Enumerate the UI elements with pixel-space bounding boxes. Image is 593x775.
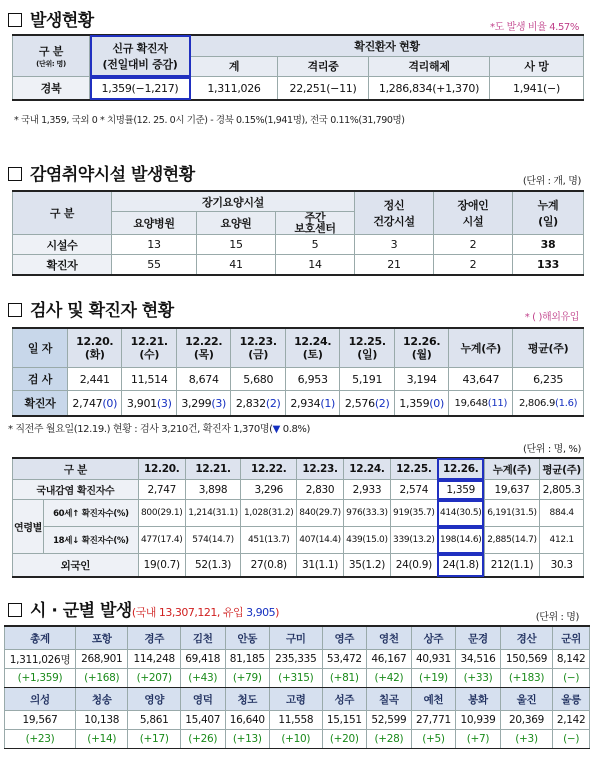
col-death: 사 망	[490, 56, 584, 77]
value: 2,832	[235, 396, 266, 410]
col-hospital: 요양병원	[112, 212, 197, 235]
city-delta-10: (+183)	[500, 669, 552, 688]
cell: 3,296	[241, 480, 297, 500]
city-name-3: 영덕	[180, 688, 225, 711]
city-name-8: 상주	[411, 626, 456, 650]
header-mental-2: 건강시설	[373, 215, 415, 228]
cell: 21	[355, 255, 434, 276]
city-delta-0: (+1,359)	[5, 669, 76, 688]
city-delta-11: (−)	[553, 669, 590, 688]
city-delta-6: (+20)	[322, 730, 367, 749]
city-total-11: 2,142	[553, 711, 590, 730]
city-total-7: 52,599	[367, 711, 412, 730]
weekday-label: (금)	[248, 348, 269, 361]
city-delta-9: (+33)	[456, 669, 501, 688]
city-name-4: 안동	[225, 626, 270, 650]
weekday-label: (토)	[302, 348, 323, 361]
col-total: 계	[191, 56, 278, 77]
cell: 133	[513, 255, 584, 276]
header-confirmed: 확진환자 현황	[191, 35, 584, 56]
city-delta-4: (+79)	[225, 669, 270, 688]
city-name-7: 영천	[367, 626, 412, 650]
cell	[449, 391, 513, 417]
col-daycare-2: 보호센터	[294, 222, 336, 235]
weekday-label: (월)	[411, 348, 432, 361]
date-1222	[176, 328, 230, 368]
cell: 27(0.8)	[241, 554, 297, 578]
date-1225	[340, 328, 394, 368]
cell	[68, 391, 122, 417]
col-daycare-1: 주간	[304, 211, 326, 224]
weekday-label: (일)	[357, 348, 378, 361]
cell: 2,933	[343, 480, 390, 500]
checkbox-square-icon	[8, 303, 22, 317]
cell: 212(1.1)	[484, 554, 540, 578]
cell	[285, 391, 339, 417]
cell: 55	[112, 255, 197, 276]
city-delta-6: (+81)	[322, 669, 367, 688]
date-1221	[122, 328, 176, 368]
city-total-10: 150,569	[500, 650, 552, 669]
cell: 1,214(31.1)	[185, 500, 241, 527]
cell: 2	[434, 255, 513, 276]
col-nursing-home: 요양원	[197, 212, 276, 235]
summary-mid: 유입	[219, 606, 247, 619]
cell: 2,574	[390, 480, 437, 500]
city-name-9: 봉화	[456, 688, 501, 711]
city-name-3: 김천	[180, 626, 225, 650]
cell: 198(14.6)	[437, 527, 484, 554]
cell-released: 1,286,834(+1,370)	[369, 77, 490, 101]
value: 3,901	[126, 396, 157, 410]
cell: 840(29.7)	[297, 500, 344, 527]
tests-unit: (단위 : 명, %)	[523, 444, 581, 455]
city-delta-10: (+3)	[500, 730, 552, 749]
header-unit-label: (단위: 명)	[36, 60, 66, 68]
overseas-value: (1)	[320, 396, 336, 410]
header-cum-1: 누계	[537, 199, 559, 212]
value: 1,359	[399, 396, 430, 410]
city-name-10: 울진	[500, 688, 552, 711]
date-highlight: 12.26.	[437, 458, 484, 480]
domestic-import-summary	[132, 606, 279, 619]
city-name-0: 의성	[5, 688, 76, 711]
header-gubun-label: 구 분	[38, 45, 64, 58]
row-facilities: 시설수	[13, 235, 112, 255]
cell: 11,514	[122, 368, 176, 391]
down-arrow-icon: ▼	[272, 424, 280, 435]
city-total-7: 46,167	[367, 650, 412, 669]
city-name-2: 경주	[128, 626, 180, 650]
city-name-5: 구미	[270, 626, 322, 650]
cell: 1,028(31.2)	[241, 500, 297, 527]
city-delta-11: (−)	[553, 730, 590, 749]
cell: 884.4	[540, 500, 584, 527]
cell: 13	[112, 235, 197, 255]
city-delta-2: (+17)	[128, 730, 180, 749]
occurrence-footnote: * 국내 1,359, 국외 0 * 치명률(12. 25. 0시 기준) - 경북 0.15%(1,941명), 전국 0.11%(31,790명)	[14, 115, 405, 126]
cell: 2	[434, 235, 513, 255]
header-disabled-1: 장애인	[457, 199, 489, 212]
overseas-value: (0)	[102, 396, 118, 410]
cell: 19,637	[484, 480, 540, 500]
cell: 6,191(31.5)	[484, 500, 540, 527]
header-gubun: 구 분	[13, 191, 112, 235]
weekday-label: (수)	[139, 348, 160, 361]
header-gubun: 구 분	[13, 458, 139, 480]
overseas-value: (1.6)	[555, 397, 578, 409]
city-unit: (단위 : 명)	[535, 612, 579, 623]
col-daycare	[276, 212, 355, 235]
header-disabled	[434, 191, 513, 235]
value: 2,934	[290, 396, 321, 410]
city-name-1: 포항	[76, 626, 128, 650]
city-delta-9: (+7)	[456, 730, 501, 749]
value: 19,648	[454, 397, 488, 409]
section-title-tests: 검사 및 확진자 현황	[8, 296, 174, 321]
section-title-occurrence: 발생현황	[8, 6, 94, 31]
city-name-6: 영주	[322, 626, 367, 650]
vulnerable-table	[12, 190, 584, 276]
summary-suffix: )	[275, 606, 279, 619]
tests-table	[12, 327, 584, 417]
city-total-10: 20,369	[500, 711, 552, 730]
city-name-10: 경산	[500, 626, 552, 650]
header-mental-1: 정신	[383, 199, 405, 212]
row-foreigner: 외국인	[13, 554, 139, 578]
date-label: 12.20.	[76, 335, 114, 348]
city-total-11: 8,142	[553, 650, 590, 669]
city-total-2: 5,861	[128, 711, 180, 730]
cell: 31(1.1)	[297, 554, 344, 578]
province-ratio-note: *도 발생 비율 4.57%	[489, 22, 579, 33]
city-delta-8: (+19)	[411, 669, 456, 688]
cell: 2,441	[68, 368, 122, 391]
city-delta-5: (+315)	[270, 669, 322, 688]
value: 2,576	[344, 396, 375, 410]
date: 12.21.	[185, 458, 241, 480]
date-label: 12.22.	[185, 335, 223, 348]
city-total-5: 235,335	[270, 650, 322, 669]
cell: 2,830	[297, 480, 344, 500]
header-cumulative	[513, 191, 584, 235]
tests-footnote	[8, 420, 310, 435]
metric-label: 확진자수(%)	[81, 509, 129, 519]
row-gyeongbuk: 경북	[13, 77, 90, 101]
city-name-2: 영양	[128, 688, 180, 711]
cell: 24(0.9)	[390, 554, 437, 578]
metric-label: 확진자수(%)	[81, 536, 129, 546]
age-label: 60세↑	[53, 509, 80, 519]
cell: 19(0.7)	[138, 554, 185, 578]
cell	[394, 391, 448, 417]
cell: 976(33.3)	[343, 500, 390, 527]
footnote-text-end: 0.8%)	[279, 424, 311, 435]
checkbox-square-icon	[8, 13, 22, 27]
cell: 574(14.7)	[185, 527, 241, 554]
cell	[340, 391, 394, 417]
city-total-8: 40,931	[411, 650, 456, 669]
city-total-1: 268,901	[76, 650, 128, 669]
cell: 407(14.4)	[297, 527, 344, 554]
city-total-6: 53,472	[322, 650, 367, 669]
header-cumulative: 누계(주)	[484, 458, 540, 480]
city-total-3: 69,418	[180, 650, 225, 669]
cell: 35(1.2)	[343, 554, 390, 578]
cell-new: 1,359(−1,217)	[90, 77, 191, 101]
header-mental	[355, 191, 434, 235]
cell: 2,747	[138, 480, 185, 500]
cell: 5,680	[231, 368, 285, 391]
date: 12.20.	[138, 458, 185, 480]
city-name-0: 총계	[5, 626, 76, 650]
cell: 2,805.3	[540, 480, 584, 500]
imported-total: 3,905	[246, 606, 276, 619]
city-total-5: 11,558	[270, 711, 322, 730]
age-label: 18세↓	[53, 536, 80, 546]
cell: 6,235	[513, 368, 584, 391]
city-delta-2: (+207)	[128, 669, 180, 688]
date: 12.22.	[241, 458, 297, 480]
header-new-label: 신규 확진자	[112, 42, 168, 55]
header-longterm-care: 장기요양시설	[112, 191, 355, 212]
weekday-label: (화)	[84, 348, 105, 361]
city-delta-3: (+43)	[180, 669, 225, 688]
city-delta-1: (+14)	[76, 730, 128, 749]
cell	[231, 391, 285, 417]
city-delta-7: (+42)	[367, 669, 412, 688]
date-1226	[394, 328, 448, 368]
row-60plus	[44, 500, 139, 527]
weekday-label: (목)	[193, 348, 214, 361]
overseas-value: (2)	[265, 396, 281, 410]
cell: 30.3	[540, 554, 584, 578]
date-1220	[68, 328, 122, 368]
overseas-value: (3)	[156, 396, 172, 410]
date-label: 12.21.	[130, 335, 168, 348]
city-name-4: 청도	[225, 688, 270, 711]
city-name-5: 고령	[270, 688, 322, 711]
city-name-11: 울릉	[553, 688, 590, 711]
header-new-cases	[90, 35, 191, 77]
date-label: 12.25.	[348, 335, 386, 348]
overseas-value: (0)	[429, 396, 444, 410]
header-new-sub: (전일대비 증감)	[102, 58, 178, 71]
cell: 3	[355, 235, 434, 255]
city-name-11: 군위	[553, 626, 590, 650]
checkbox-square-icon	[8, 167, 22, 181]
cell: 8,674	[176, 368, 230, 391]
date: 12.24.	[343, 458, 390, 480]
city-delta-0: (+23)	[5, 730, 76, 749]
city-total-6: 15,151	[322, 711, 367, 730]
date-1223	[231, 328, 285, 368]
city-delta-4: (+13)	[225, 730, 270, 749]
city-total-0: 1,311,026명	[5, 650, 76, 669]
cell: 439(15.0)	[343, 527, 390, 554]
header-disabled-2: 시설	[462, 215, 484, 228]
header-average: 평균(주)	[513, 328, 584, 368]
cell: 414(30.5)	[437, 500, 484, 527]
city-name-6: 성주	[322, 688, 367, 711]
city-delta-1: (+168)	[76, 669, 128, 688]
cell: 24(1.8)	[437, 554, 484, 578]
cell: 1,359	[437, 480, 484, 500]
city-total-9: 34,516	[456, 650, 501, 669]
cell: 15	[197, 235, 276, 255]
row-confirmed: 확진자	[13, 255, 112, 276]
cell-death: 1,941(−)	[490, 77, 584, 101]
checkbox-square-icon	[8, 603, 22, 617]
row-18minus	[44, 527, 139, 554]
cell	[176, 391, 230, 417]
header-date: 일 자	[13, 328, 68, 368]
col-released: 격리해제	[369, 56, 490, 77]
date: 12.23.	[297, 458, 344, 480]
header-average: 평균(주)	[540, 458, 584, 480]
cell: 38	[513, 235, 584, 255]
cell: 412.1	[540, 527, 584, 554]
domestic-total: 13,307,121,	[158, 606, 220, 619]
footnote-text: * 직전주 월요일(12.19.) 현황 : 검사 3,210건, 확진자 1,370명(	[8, 424, 273, 435]
value: 3,299	[181, 396, 212, 410]
row-confirmed: 확진자	[13, 391, 68, 417]
vulnerable-unit: (단위 : 개, 명)	[522, 176, 581, 187]
date: 12.25.	[390, 458, 437, 480]
header-cum-2: (일)	[538, 215, 558, 228]
city-total-4: 16,640	[225, 711, 270, 730]
header-cumulative: 누계(주)	[449, 328, 513, 368]
value: 2,747	[72, 396, 103, 410]
row-tests: 검 사	[13, 368, 68, 391]
col-isolation: 격리중	[278, 56, 369, 77]
cell: 3,898	[185, 480, 241, 500]
date-1224	[285, 328, 339, 368]
cell: 43,647	[449, 368, 513, 391]
city-name-7: 칠곡	[367, 688, 412, 711]
cell	[122, 391, 176, 417]
city-total-9: 10,939	[456, 711, 501, 730]
value: 2,806.9	[518, 397, 556, 409]
city-total-2: 114,248	[128, 650, 180, 669]
cell: 919(35.7)	[390, 500, 437, 527]
city-total-8: 27,771	[411, 711, 456, 730]
cell-isolation: 22,251(−11)	[278, 77, 369, 101]
city-total-4: 81,185	[225, 650, 270, 669]
cell: 477(17.4)	[138, 527, 185, 554]
city-name-8: 예천	[411, 688, 456, 711]
date-label: 12.26.	[403, 335, 441, 348]
section-title-city: 시 · 군별 발생(국내 13,307,121, 유입 3,905)	[8, 596, 279, 621]
cell-total: 1,311,026	[191, 77, 278, 101]
date-label: 12.24.	[294, 335, 332, 348]
cell	[513, 391, 584, 417]
overseas-value: (3)	[211, 396, 227, 410]
summary-prefix: (국내	[131, 606, 159, 619]
cell: 5	[276, 235, 355, 255]
date-label: 12.23.	[239, 335, 277, 348]
city-name-9: 문경	[456, 626, 501, 650]
occurrence-table	[12, 34, 584, 101]
cell: 339(13.2)	[390, 527, 437, 554]
city-total-1: 10,138	[76, 711, 128, 730]
cell: 800(29.1)	[138, 500, 185, 527]
cell: 2,885(14.7)	[484, 527, 540, 554]
overseas-value: (2)	[374, 396, 390, 410]
city-delta-3: (+26)	[180, 730, 225, 749]
overseas-note: * ( )해외유입	[524, 312, 579, 323]
cell: 52(1.3)	[185, 554, 241, 578]
cell: 14	[276, 255, 355, 276]
row-by-age: 연령별	[13, 500, 44, 554]
age-table	[12, 457, 584, 578]
cell: 3,194	[394, 368, 448, 391]
city-delta-7: (+28)	[367, 730, 412, 749]
city-total-0: 19,567	[5, 711, 76, 730]
overseas-value: (11)	[487, 397, 508, 409]
row-domestic: 국내감염 확진자수	[13, 480, 139, 500]
cell: 41	[197, 255, 276, 276]
city-name-1: 청송	[76, 688, 128, 711]
city-table	[4, 625, 590, 749]
cell: 451(13.7)	[241, 527, 297, 554]
city-delta-8: (+5)	[411, 730, 456, 749]
cell: 6,953	[285, 368, 339, 391]
cell: 5,191	[340, 368, 394, 391]
city-total-3: 15,407	[180, 711, 225, 730]
section-title-vulnerable: 감염취약시설 발생현황	[8, 160, 195, 185]
header-gubun	[13, 35, 90, 77]
city-delta-5: (+10)	[270, 730, 322, 749]
